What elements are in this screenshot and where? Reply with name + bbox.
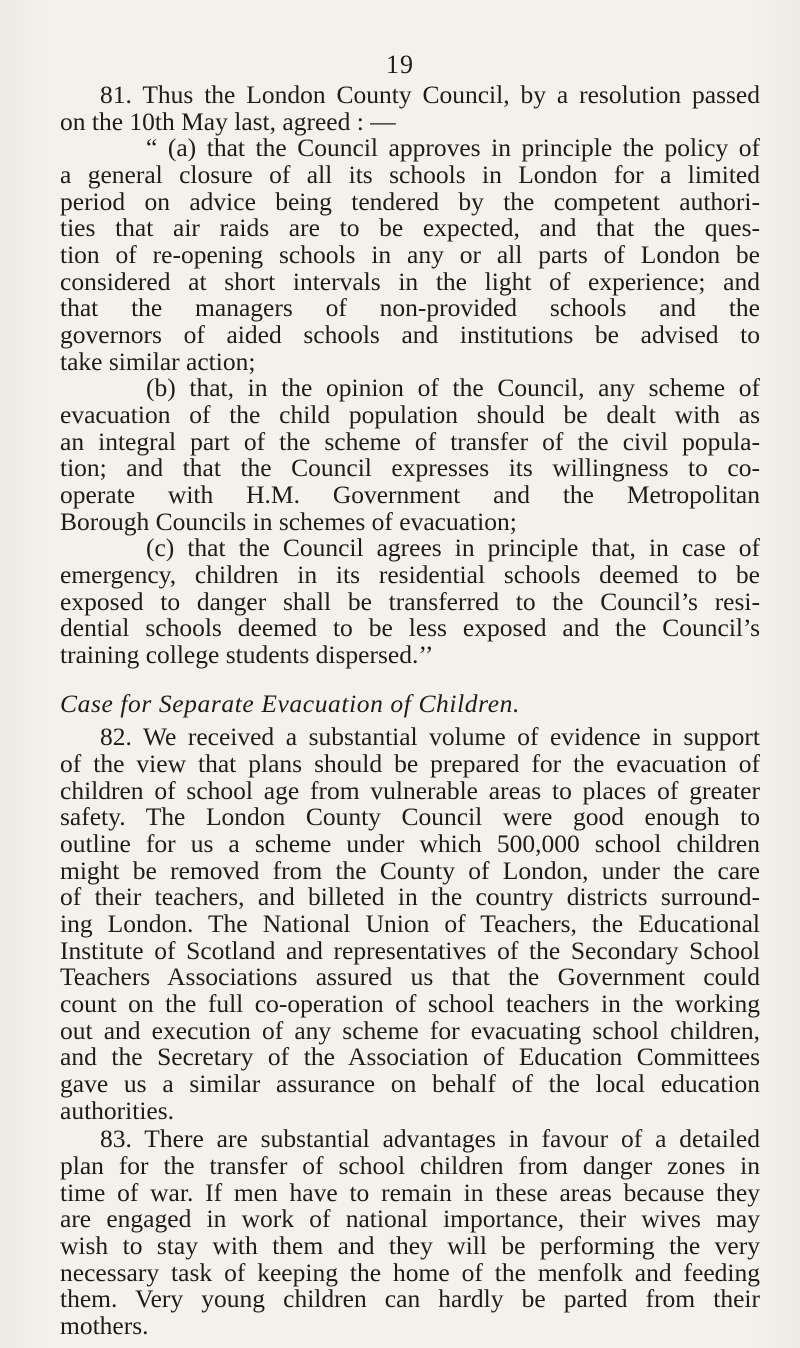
paragraph-line: (c) that the Council agrees in principle that, in case of bbox=[146, 533, 760, 563]
paragraph-line: 81. Thus the London County Council, by a resolution passed bbox=[100, 80, 760, 110]
resolution-clause-b bbox=[60, 375, 760, 535]
paragraph-line: time of war. If men have to remain in these areas because they bbox=[60, 1177, 760, 1207]
paragraph-line: are engaged in work of national importance, their wives may bbox=[60, 1204, 760, 1234]
paragraph-line: mothers. bbox=[60, 1310, 149, 1340]
paragraph-line: a general closure of all its schools in London for a limited bbox=[60, 159, 760, 189]
paragraph-line: count on the full co-operation of school teachers in the working bbox=[60, 989, 760, 1019]
paragraph-line: considered at short intervals in the light of experience; and bbox=[60, 266, 760, 296]
resolution-clause-c bbox=[60, 535, 760, 668]
paragraph-line: an integral part of the scheme of transfer of the civil popula- bbox=[60, 426, 760, 456]
paragraph-83 bbox=[60, 1126, 760, 1339]
paragraph-line: ties that air raids are to be expected, and that the ques- bbox=[60, 213, 760, 243]
paragraph-line: dential schools deemed to be less exposed and the Council’s bbox=[60, 613, 760, 643]
paragraph-line: take similar action; bbox=[60, 346, 256, 376]
resolution-clause-a bbox=[60, 135, 760, 375]
paragraph-line: out and execution of any scheme for evacuating school children, bbox=[60, 1015, 760, 1045]
paragraph-line: authorities. bbox=[60, 1095, 175, 1125]
paragraph-81 bbox=[60, 82, 760, 135]
paragraph-line: wish to stay with them and they will be performing the very bbox=[60, 1230, 760, 1260]
paragraph-line: children of school age from vulnerable areas to places of greater bbox=[60, 775, 760, 805]
section-heading: Case for Separate Evacuation of Children. bbox=[60, 688, 520, 718]
paragraph-line: them. Very young children can hardly be parted from their bbox=[60, 1284, 760, 1314]
paragraph-line: and the Secretary of the Association of Education Committees bbox=[60, 1042, 760, 1072]
paragraph-line: period on advice being tendered by the competent authori- bbox=[60, 186, 760, 216]
paragraph-line: of their teachers, and billeted in the country districts surround- bbox=[60, 882, 760, 912]
paragraph-line: of the view that plans should be prepared for the evacuation of bbox=[60, 749, 760, 779]
paragraph-line: on the 10th May last, agreed : — bbox=[60, 106, 396, 136]
paragraph-82 bbox=[60, 724, 760, 1124]
paragraph-line: that the managers of non-provided schools and the bbox=[60, 293, 760, 323]
paragraph-line: might be removed from the County of London, under the care bbox=[60, 855, 760, 885]
paragraph-line: Institute of Scotland and representatives of the Secondary School bbox=[60, 935, 760, 965]
paragraph-line: exposed to danger shall be transferred to the Council’s resi- bbox=[60, 586, 760, 616]
paragraph-line: training college students dispersed.’’ bbox=[60, 639, 434, 669]
paragraph-line: 83. There are substantial advantages in favour of a detailed bbox=[100, 1124, 760, 1154]
paragraph-line: safety. The London County Council were good enough to bbox=[60, 802, 760, 832]
paragraph-line: governors of aided schools and institutions be advised to bbox=[60, 319, 760, 349]
paragraph-line: necessary task of keeping the home of the menfolk and feeding bbox=[60, 1257, 760, 1287]
paragraph-line: ing London. The National Union of Teachers, the Educational bbox=[60, 909, 760, 939]
paragraph-line: plan for the transfer of school children from danger zones in bbox=[60, 1150, 760, 1180]
paragraph-line: operate with H.M. Government and the Metropolitan bbox=[60, 480, 760, 510]
paragraph-line: evacuation of the child population should be dealt with as bbox=[60, 400, 760, 430]
paragraph-line: gave us a similar assurance on behalf of the local education bbox=[60, 1069, 760, 1099]
paragraph-line: “ (a) that the Council approves in principle the policy of bbox=[146, 133, 760, 163]
paragraph-line: tion of re-opening schools in any or all parts of London be bbox=[60, 239, 760, 269]
paragraph-line: Borough Councils in schemes of evacuation; bbox=[60, 506, 517, 536]
paragraph-line: 82. We received a substantial volume of evidence in support bbox=[100, 722, 760, 752]
paragraph-line: emergency, children in its residential schools deemed to be bbox=[60, 559, 760, 589]
page-number: 19 bbox=[386, 50, 414, 79]
paragraph-line: tion; and that the Council expresses its willingness to co- bbox=[60, 453, 760, 483]
paragraph-line: (b) that, in the opinion of the Council, any scheme of bbox=[146, 373, 760, 403]
paragraph-line: outline for us a scheme under which 500,000 school children bbox=[60, 829, 760, 859]
paragraph-line: Teachers Associations assured us that the Government could bbox=[60, 962, 760, 992]
